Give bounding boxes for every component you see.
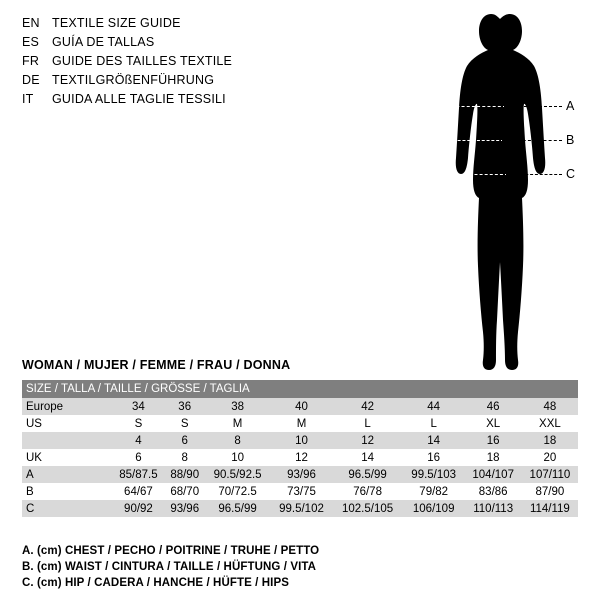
table-cell: 114/119	[522, 500, 578, 517]
language-text: TEXTILE SIZE GUIDE	[52, 16, 181, 30]
table-cell: 87/90	[522, 483, 578, 500]
size-table-wrapper	[22, 380, 578, 517]
table-header-cell: SIZE / TALLA / TAILLE / GRÖSSE / TAGLIA	[22, 380, 578, 398]
row-label: A	[22, 466, 112, 483]
language-code: IT	[22, 92, 34, 106]
table-cell: 99.5/102	[271, 500, 333, 517]
footnote-b: B. (cm) WAIST / CINTURA / TAILLE / HÜFTUNG / VITA	[22, 561, 317, 573]
table-cell: 10	[271, 432, 333, 449]
language-row	[22, 90, 422, 109]
table-cell: 42	[332, 398, 403, 415]
table-cell: 79/82	[403, 483, 465, 500]
table-cell: 107/110	[522, 466, 578, 483]
measure-line-c-outer	[506, 174, 562, 175]
table-cell: XL	[465, 415, 522, 432]
table-cell: S	[112, 415, 165, 432]
table-cell: 6	[112, 449, 165, 466]
row-label: UK	[22, 449, 112, 466]
table-cell: 88/90	[165, 466, 205, 483]
table-cell: L	[332, 415, 403, 432]
table-cell: 8	[165, 449, 205, 466]
table-cell: 90.5/92.5	[205, 466, 271, 483]
table-cell: 68/70	[165, 483, 205, 500]
table-cell: 4	[112, 432, 165, 449]
table-cell: 102.5/105	[332, 500, 403, 517]
table-cell: M	[205, 415, 271, 432]
woman-silhouette-icon	[440, 8, 560, 378]
footnote-a: A. (cm) CHEST / PECHO / POITRINE / TRUHE / PETTO	[22, 545, 320, 557]
row-label: C	[22, 500, 112, 517]
table-cell: 34	[112, 398, 165, 415]
table-cell: 10	[205, 449, 271, 466]
language-text: GUIDA ALLE TAGLIE TESSILI	[52, 92, 226, 106]
table-cell: L	[403, 415, 465, 432]
table-cell: 36	[165, 398, 205, 415]
table-cell: 20	[522, 449, 578, 466]
language-title-block	[22, 14, 422, 109]
language-code: FR	[22, 54, 40, 68]
table-row	[22, 415, 578, 432]
row-label: US	[22, 415, 112, 432]
table-row	[22, 398, 578, 415]
table-cell: 16	[403, 449, 465, 466]
table-cell: 99.5/103	[403, 466, 465, 483]
language-text: GUÍA DE TALLAS	[52, 35, 155, 49]
language-text: TEXTILGRÖßENFÜHRUNG	[52, 73, 215, 87]
table-cell: 110/113	[465, 500, 522, 517]
language-row	[22, 52, 422, 71]
table-cell: 14	[403, 432, 465, 449]
language-row	[22, 71, 422, 90]
table-row	[22, 466, 578, 483]
table-cell: 38	[205, 398, 271, 415]
table-row	[22, 432, 578, 449]
measure-label-a: A	[566, 99, 575, 113]
footnotes	[22, 543, 542, 591]
language-code: ES	[22, 35, 40, 49]
table-row	[22, 483, 578, 500]
measure-line-c-inner	[444, 174, 508, 175]
measure-line-b-outer	[502, 140, 562, 141]
table-cell: 96.5/99	[332, 466, 403, 483]
table-cell: 96.5/99	[205, 500, 271, 517]
table-row	[22, 449, 578, 466]
measure-label-b: B	[566, 133, 575, 147]
footnote-c: C. (cm) HIP / CADERA / HANCHE / HÜFTE / HIPS	[22, 577, 290, 589]
table-row	[22, 500, 578, 517]
table-cell: 6	[165, 432, 205, 449]
row-label: Europe	[22, 398, 112, 415]
measure-line-a-inner	[446, 106, 506, 107]
table-cell: 46	[465, 398, 522, 415]
language-row	[22, 14, 422, 33]
measure-line-b-inner	[448, 140, 504, 141]
table-cell: 85/87.5	[112, 466, 165, 483]
table-cell: 83/86	[465, 483, 522, 500]
row-label	[22, 432, 112, 449]
table-cell: S	[165, 415, 205, 432]
measurement-figure	[400, 8, 600, 378]
table-cell: 106/109	[403, 500, 465, 517]
table-cell: 73/75	[271, 483, 333, 500]
table-cell: 12	[332, 432, 403, 449]
measure-line-a-outer	[504, 106, 562, 107]
table-cell: 64/67	[112, 483, 165, 500]
table-cell: 18	[465, 449, 522, 466]
table-cell: 40	[271, 398, 333, 415]
table-header-row	[22, 380, 578, 398]
language-text: GUIDE DES TAILLES TEXTILE	[52, 54, 233, 68]
table-cell: 90/92	[112, 500, 165, 517]
table-cell: 48	[522, 398, 578, 415]
measure-label-c: C	[566, 167, 576, 181]
language-code: EN	[22, 16, 40, 30]
row-label: B	[22, 483, 112, 500]
section-title: WOMAN / MUJER / FEMME / FRAU / DONNA	[22, 358, 291, 372]
language-code: DE	[22, 73, 40, 87]
table-cell: 93/96	[165, 500, 205, 517]
table-cell: M	[271, 415, 333, 432]
table-cell: 76/78	[332, 483, 403, 500]
table-cell: 16	[465, 432, 522, 449]
table-cell: 14	[332, 449, 403, 466]
table-cell: 18	[522, 432, 578, 449]
table-cell: 8	[205, 432, 271, 449]
table-cell: 12	[271, 449, 333, 466]
size-table	[22, 380, 578, 517]
language-row	[22, 33, 422, 52]
table-cell: XXL	[522, 415, 578, 432]
table-cell: 93/96	[271, 466, 333, 483]
table-cell: 104/107	[465, 466, 522, 483]
table-cell: 44	[403, 398, 465, 415]
table-cell: 70/72.5	[205, 483, 271, 500]
